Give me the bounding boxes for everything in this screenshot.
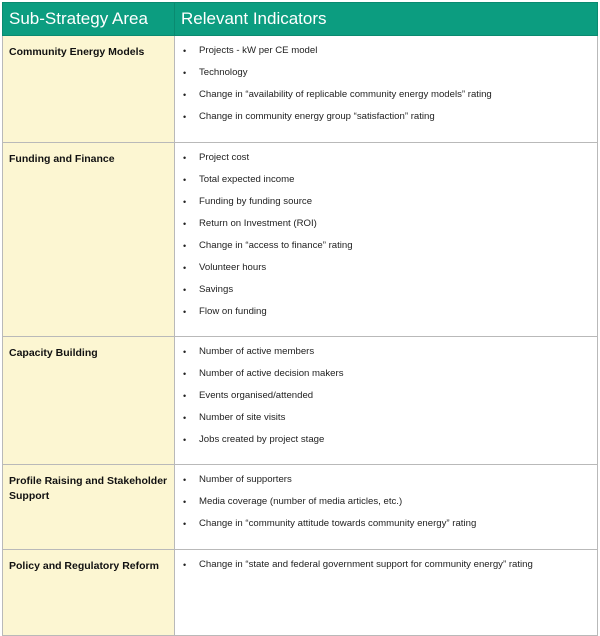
indicator-item [175,474,597,496]
bullet-icon: • [183,219,187,229]
bullet-icon: • [183,475,187,485]
indicator-item [175,196,597,218]
indicator-list [175,337,597,456]
bullet-icon: • [183,285,187,295]
sub-strategy-area-cell: Community Energy Models [3,36,175,143]
sub-strategy-area-cell: Funding and Finance [3,143,175,337]
indicator-text: Change in “availability of replicable community energy models” rating [199,89,492,100]
bullet-icon: • [183,263,187,273]
indicator-item [175,390,597,412]
bullet-icon: • [183,241,187,251]
indicator-text: Change in “access to finance” rating [199,240,353,251]
bullet-icon: • [183,153,187,163]
bullet-icon: • [183,369,187,379]
table-row [3,465,598,550]
bullet-icon: • [183,46,187,56]
indicator-item [175,346,597,368]
indicator-list [175,550,597,581]
relevant-indicators-cell [175,143,598,337]
indicator-text: Media coverage (number of media articles, etc.) [199,496,403,507]
indicator-text: Total expected income [199,174,295,185]
indicator-item [175,518,597,540]
indicator-item [175,152,597,174]
indicator-text: Number of site visits [199,412,286,423]
indicator-text: Change in community energy group “satisfaction” rating [199,111,435,122]
indicator-item [175,262,597,284]
indicator-list [175,143,597,328]
table-row [3,337,598,465]
indicator-item [175,412,597,434]
indicator-item [175,67,597,89]
relevant-indicators-cell [175,550,598,636]
indicator-text: Events organised/attended [199,390,314,401]
indicator-text: Flow on funding [199,306,267,317]
indicator-text: Funding by funding source [199,196,313,207]
header-relevant-indicators: Relevant Indicators [175,3,598,36]
indicator-text: Number of active decision makers [199,368,344,379]
header-row [3,3,598,36]
indicator-item [175,174,597,196]
bullet-icon: • [183,413,187,423]
indicator-item [175,496,597,518]
sub-strategy-area-cell: Policy and Regulatory Reform [3,550,175,636]
indicator-item [175,111,597,133]
indicator-item [175,284,597,306]
table-body [3,36,598,636]
indicator-text: Change in “state and federal government support for community energy” rating [199,559,533,570]
bullet-icon: • [183,560,187,570]
indicator-text: Jobs created by project stage [199,434,325,445]
bullet-icon: • [183,435,187,445]
indicator-list [175,36,597,133]
bullet-icon: • [183,112,187,122]
bullet-icon: • [183,497,187,507]
bullet-icon: • [183,68,187,78]
indicator-text: Volunteer hours [199,262,267,273]
indicator-item [175,45,597,67]
indicator-item [175,306,597,328]
indicator-item [175,218,597,240]
indicator-text: Change in “community attitude towards community energy” rating [199,518,477,529]
header-sub-strategy-area: Sub-Strategy Area [3,3,175,36]
indicator-item [175,240,597,262]
table-row [3,550,598,636]
indicator-text: Technology [199,67,248,78]
relevant-indicators-cell [175,36,598,143]
bullet-icon: • [183,197,187,207]
bullet-icon: • [183,391,187,401]
relevant-indicators-cell [175,465,598,550]
bullet-icon: • [183,307,187,317]
indicator-item [175,89,597,111]
indicator-text: Number of supporters [199,474,292,485]
sub-strategy-area-cell: Capacity Building [3,337,175,465]
relevant-indicators-cell [175,337,598,465]
indicator-item [175,559,597,581]
indicator-text: Return on Investment (ROI) [199,218,317,229]
indicator-item [175,434,597,456]
indicator-text: Savings [199,284,234,295]
indicator-text: Projects - kW per CE model [199,45,318,56]
indicators-table [2,2,598,636]
bullet-icon: • [183,347,187,357]
indicator-item [175,368,597,390]
table-row [3,36,598,143]
bullet-icon: • [183,90,187,100]
sub-strategy-area-cell: Profile Raising and Stakeholder Support [3,465,175,550]
indicator-text: Project cost [199,152,250,163]
bullet-icon: • [183,175,187,185]
table-row [3,143,598,337]
indicator-text: Number of active members [199,346,315,357]
bullet-icon: • [183,519,187,529]
indicator-list [175,465,597,540]
